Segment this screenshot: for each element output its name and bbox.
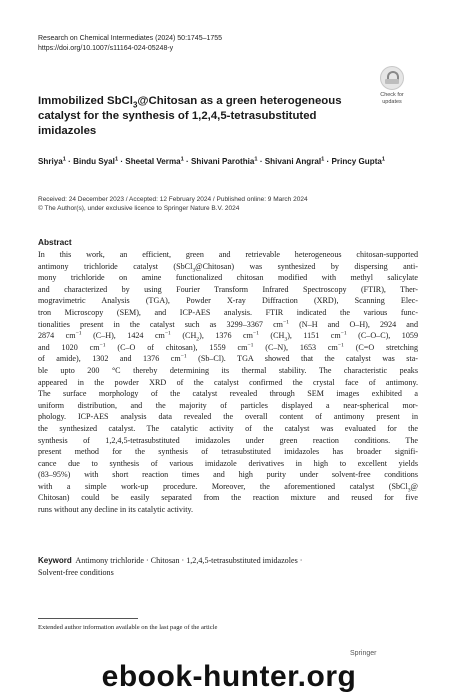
abstract-line: with a simple work-up procedure. Moreover, the aforementioned catalyst (SbCl$_3$@ xyxy=(38,481,418,494)
footnote: Extended author information available on the last page of the article xyxy=(38,624,218,631)
abstract-line: the synthesized catalyst. The catalytic activity of the catalyst was evaluated for the xyxy=(38,423,418,433)
article-title xyxy=(38,94,368,139)
publisher-logo: Springer xyxy=(350,650,377,657)
author-name[interactable]: Shivani Parothia xyxy=(191,157,255,166)
keywords-line-1: Antimony trichloride · Chitosan · 1,2,4,5-tetrasubstituted imidazoles · xyxy=(75,556,303,565)
abstract-line: Chitosan) could be easily separated from the reaction mixture and reused for five xyxy=(38,493,418,503)
badge-line-1: Check for xyxy=(380,92,404,98)
affiliation-marker: 1 xyxy=(254,156,258,163)
abstract-line: The surface morphology of the catalyst revealed through SEM images exhibited a xyxy=(38,389,418,399)
badge-line-2: updates xyxy=(382,98,402,105)
abstract-line: runs without any decline in its catalytic activity. xyxy=(38,505,194,515)
author-name[interactable]: Shriya xyxy=(38,157,63,166)
author-name[interactable]: Bindu Syal xyxy=(73,157,115,166)
abstract-line: uniform distribution, and the majority of particles displayed a near-spherical mor- xyxy=(38,400,418,410)
affiliation-marker: 1 xyxy=(180,156,184,163)
author-list xyxy=(38,156,408,168)
affiliation-marker: 1 xyxy=(62,156,66,163)
author-separator: · xyxy=(257,157,265,166)
abstract-line: tionalities present in the catalyst such as 3299–3367 $cm^{-1}$ (N–H and O–H), 2924 and xyxy=(38,318,418,329)
keywords-line-2: Solvent-free conditions xyxy=(38,567,114,577)
abstract-line: (83–95%) with short reaction times and high purity under solvent-free conditions xyxy=(38,470,418,480)
abstract-line: phology. ICP-AES analysis data revealed the overall content of antimony present in xyxy=(38,412,418,422)
author-name[interactable]: Sheetal Verma xyxy=(125,157,181,166)
abstract-line: and 1020 $cm^{-1}$ (C–O of chitosan), 1559 $cm^{-1}$ (C–N), 1653 $cm^{-1}$ (C=O stretching xyxy=(38,342,418,352)
abstract-line: tron Microscopy (SEM), and ICP-AES analysis. FTIR indicated the various func- xyxy=(38,307,418,317)
title-subscript: 3 xyxy=(132,100,138,110)
abstract-line: In this work, an efficient, green and retrievable heterogeneous chitosan-supported xyxy=(38,250,418,259)
abstract-line: of amide), 1302 and 1376 $cm^{-1}$ (Sb–Cl). TGA showed that the catalyst was sta- xyxy=(38,353,418,364)
keywords xyxy=(38,555,418,578)
journal-citation: Research on Chemical Intermediates (2024) 50:1745–1755 xyxy=(38,35,223,42)
abstract-heading: Abstract xyxy=(38,237,72,247)
journal-header xyxy=(38,34,368,54)
author-name[interactable]: Shivani Angral xyxy=(264,157,322,166)
abstract-line: antimony trichloride catalyst (SbCl$_3$@Chitosan) was synthesized by dispersing anti- xyxy=(38,261,419,274)
affiliation-marker: 1 xyxy=(381,156,386,163)
abstract-line: cance due to synthesis of various imidazole derivatives in high to excellent yields xyxy=(38,458,418,468)
abstract-line: appeared in the powder XRD of the catalyst confirmed the crystal face of antimony. xyxy=(38,377,418,387)
affiliation-marker: 1 xyxy=(321,156,325,163)
abstract-line: 2874 $cm^{-1}$ (C–H), 1424 $cm^{-1}$ $(CH_2)$, 1376 $cm^{-1}$ $(CH_3)$, 1151 $cm^{-1}$ (C–O–C), 1059 xyxy=(38,330,418,343)
abstract-line: mogravimetric Analysis (TGA), Powder X-ray Diffraction (XRD), Scanning Elec- xyxy=(38,296,418,306)
title-line-3: imidazoles xyxy=(38,125,97,137)
title-part: @Chitosan as a green heterogeneous xyxy=(137,95,342,107)
watermark-text: ebook-hunter.org xyxy=(101,660,357,693)
abstract-body xyxy=(38,249,418,516)
abstract-line: and characterized by using Fourier Transform Infrared Spectroscopy (FTIR), Ther- xyxy=(38,284,418,294)
copyright-line: © The Author(s), under exclusive licence to Springer Nature B.V. 2024 xyxy=(38,205,240,212)
footnote-divider xyxy=(38,618,138,619)
author-separator: · xyxy=(118,157,126,166)
author-separator: · xyxy=(324,157,332,166)
dates-line: Received: 24 December 2023 / Accepted: 12 February 2024 / Published online: 9 March 2024 xyxy=(38,196,308,203)
keywords-heading: Keyword xyxy=(38,556,72,565)
bookmark-icon xyxy=(380,66,404,90)
check-for-updates-badge[interactable] xyxy=(372,66,412,110)
author-separator: · xyxy=(183,157,191,166)
title-line-2: catalyst for the synthesis of 1,2,4,5‑tetrasubstituted xyxy=(38,110,317,122)
abstract-line: present method for the synthesis of tetrasubstituted imidazoles has broader signifi- xyxy=(38,447,418,457)
publication-dates xyxy=(38,195,418,213)
author-name[interactable]: Princy Gupta xyxy=(331,157,382,166)
abstract-line: ble upto 200 °C thereby determining its thermal stability. The characteristic peaks xyxy=(38,365,418,375)
affiliation-marker: 1 xyxy=(114,156,119,163)
abstract-line: mony trichloride on amine functionalized chitosan modified with methyl salicylate xyxy=(38,273,418,283)
abstract-line: synthesis of 1,2,4,5-tetrasubstituted imidazoles under green reaction conditions. The xyxy=(38,435,418,445)
author-separator: · xyxy=(65,157,74,166)
doi-link[interactable]: https://doi.org/10.1007/s11164-024-05248-y xyxy=(38,45,174,52)
title-part: Immobilized SbCl xyxy=(38,95,133,107)
